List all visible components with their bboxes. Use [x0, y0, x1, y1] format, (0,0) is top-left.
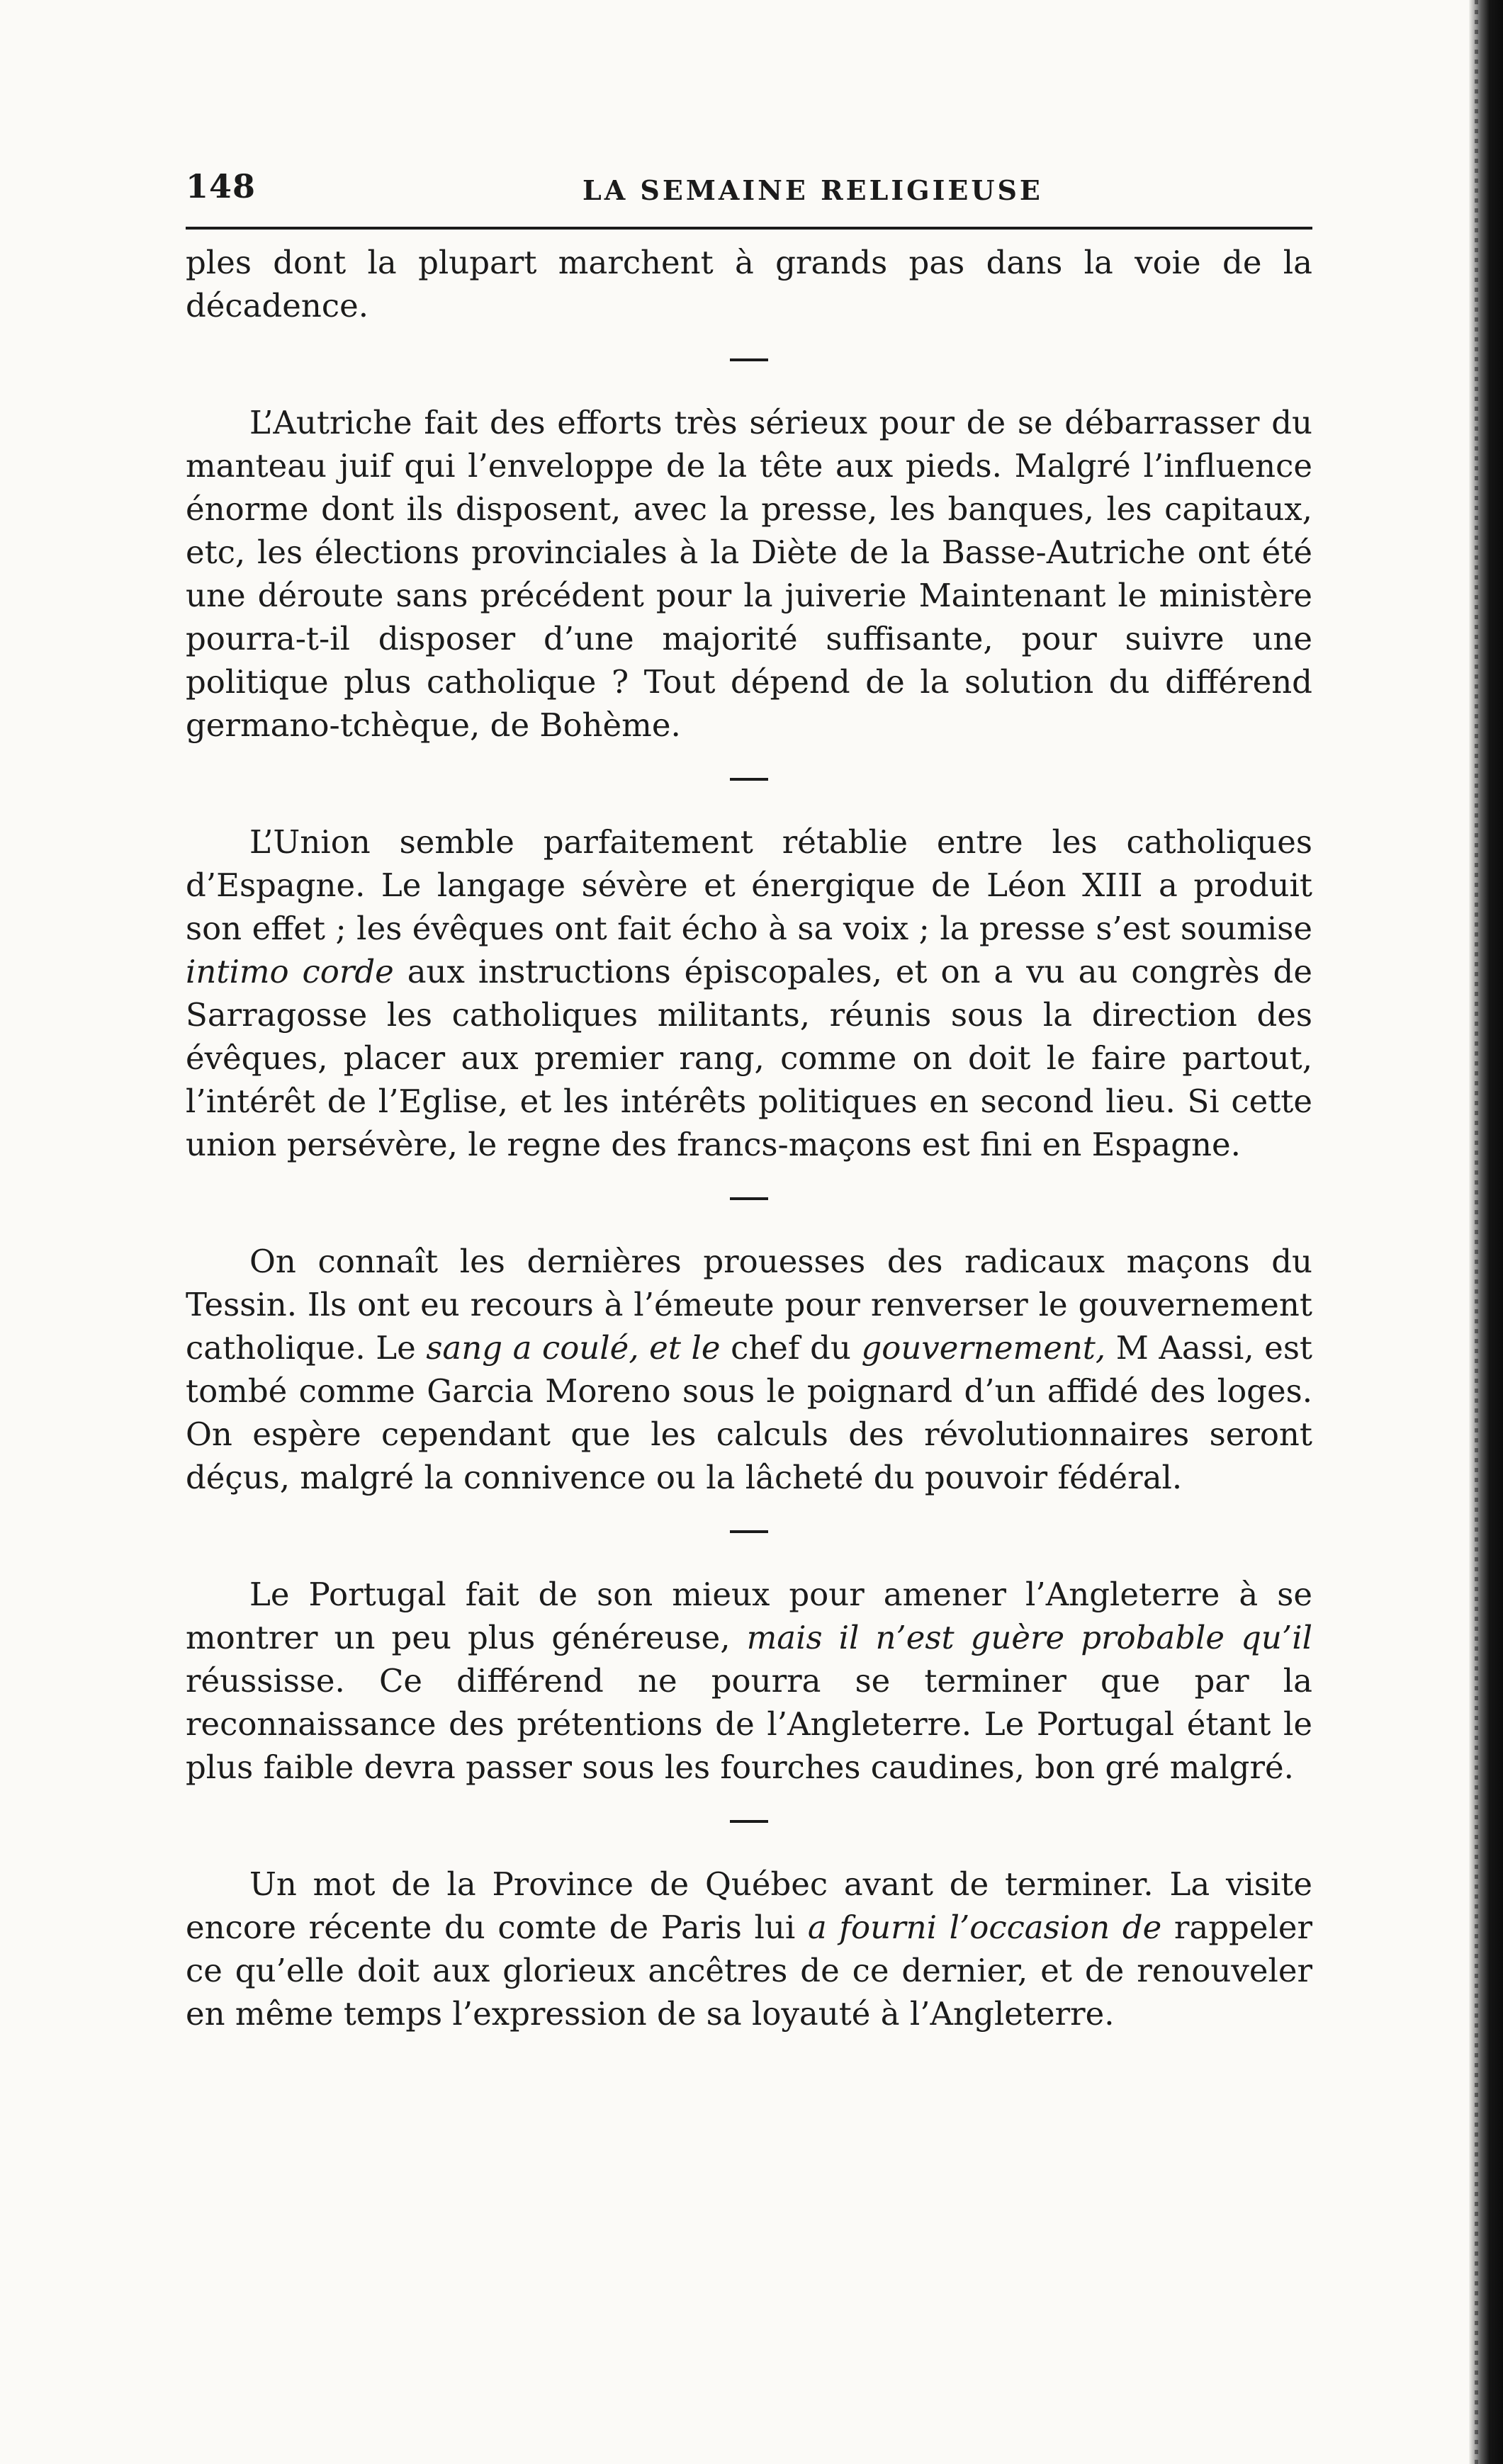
section-separator	[730, 1197, 768, 1200]
paragraph-text: Un mot de la Province de Québec avant de terminer. La visite encore récente du comte de Paris lui	[186, 1865, 1312, 1946]
italic-phrase: a fourni l’occasion de	[807, 1909, 1162, 1946]
italic-phrase: mais il n’est guère probable qu’il	[746, 1619, 1312, 1656]
running-title: LA SEMAINE RELIGIEUSE	[582, 174, 1043, 206]
page-number: 148	[186, 167, 257, 205]
paragraph-text: M Aassi, est tombé comme Garcia Moreno sous le poignard d’un affidé des loges. On espère cependant que les calculs des révolutionnaires seront déçus, malgré la connivence ou la lâcheté du pouvoir fédéral.	[186, 1329, 1312, 1496]
paragraph-autriche	[186, 401, 1312, 747]
paragraph-text: rappeler ce qu’elle doit aux glorieux ancêtres de ce dernier, et de renouveler en même temps l’expression de sa loyauté à l’Angleterre.	[186, 1909, 1313, 2033]
page-header	[186, 167, 1312, 217]
section-separator	[730, 1530, 768, 1533]
page-edge-shadow	[1469, 0, 1503, 2464]
italic-phrase: gouvernement,	[861, 1329, 1106, 1367]
paragraph-text: aux instructions épiscopales, et on a vu au congrès de Sarragosse les catholiques militants, réunis sous la direction des évêques, placer aux premier rang, comme on doit le faire partout, l’intérêt de l’Eglise, et les intérêts politiques en second lieu. Si cette union persévère, le regne des francs-maçons est fini en Espagne.	[186, 953, 1312, 1163]
paragraph-continuation	[186, 241, 1312, 327]
italic-phrase: sang a coulé, et le	[426, 1329, 721, 1367]
paragraph-text: On connaît les dernières prouesses des radicaux maçons du Tessin. Ils ont eu recours à l’émeute pour renverser le gouvernement catholique. Le	[186, 1243, 1312, 1367]
paragraph-text: L’Union semble parfaitement rétablie entre les catholiques d’Espagne. Le langage sévère et énergique de Léon XIII a produit son effet ; les évêques ont fait écho à sa voix ; la presse s’est soumise	[186, 823, 1312, 947]
italic-phrase: intimo corde	[186, 953, 394, 990]
header-rule	[186, 227, 1312, 230]
section-separator	[730, 1820, 768, 1823]
paragraph-text: chef du	[720, 1329, 862, 1367]
article-body	[186, 241, 1312, 2035]
paragraph-text: ples dont la plupart marchent à grands pas dans la voie de la décadence.	[186, 244, 1312, 324]
paragraph-espagne	[186, 820, 1312, 1166]
section-separator	[730, 778, 768, 781]
paragraph-portugal	[186, 1573, 1312, 1789]
section-separator	[730, 358, 768, 361]
paragraph-tessin	[186, 1240, 1312, 1499]
paragraph-quebec	[186, 1863, 1312, 2035]
paragraph-text: L’Autriche fait des efforts très sérieux pour de se débarrasser du manteau juif qui l’enveloppe de la tête aux pieds. Malgré l’influence énorme dont ils disposent, avec la presse, les banques, les capitaux, etc, les élections provinciales à la Diète de la Basse-Autriche ont été une déroute sans précédent pour la juiverie Maintenant le ministère pourra-t-il disposer d’une majorité suffisante, pour suivre une politique plus catholique ? Tout dépend de la solution du différend germano-tchèque, de Bohème.	[186, 404, 1312, 744]
paragraph-text: Le Portugal fait de son mieux pour amener l’Angleterre à se montrer un peu plus généreuse,	[186, 1576, 1312, 1656]
paragraph-text: réussisse. Ce différend ne pourra se terminer que par la reconnaissance des prétentions de l’Angleterre. Le Portugal étant le plus faible devra passer sous les fourches caudines, bon gré malgré.	[186, 1662, 1312, 1786]
